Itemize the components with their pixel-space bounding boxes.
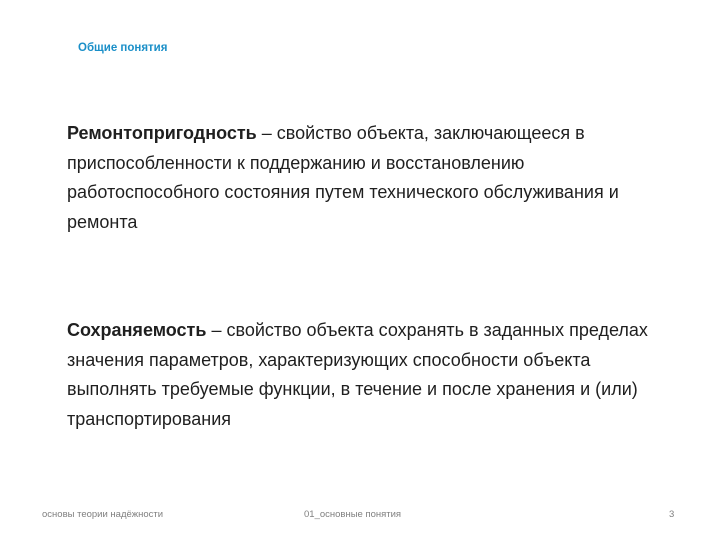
definition-text: – свойство объекта сохранять в заданных пределах значения параметров, характеризующих способности объекта выполнять требуемые функции, в течение и после хранения и (или) транспортирования xyxy=(67,320,648,429)
definition-term: Ремонтопригодность xyxy=(67,123,257,143)
footer-section-name: 01_основные понятия xyxy=(304,509,402,520)
footer-course-name: основы теории надёжности xyxy=(42,509,164,520)
definition-term: Сохраняемость xyxy=(67,320,207,340)
definition-text: – свойство объекта, заключающееся в приспособленности к поддержанию и восстановлению работоспособного состояния путем технического обслуживания и ремонта xyxy=(67,123,619,232)
definition-maintainability xyxy=(67,119,677,237)
slide-title: Общие понятия xyxy=(78,42,168,54)
page-number: 3 xyxy=(669,509,675,520)
definition-storability xyxy=(67,316,677,434)
